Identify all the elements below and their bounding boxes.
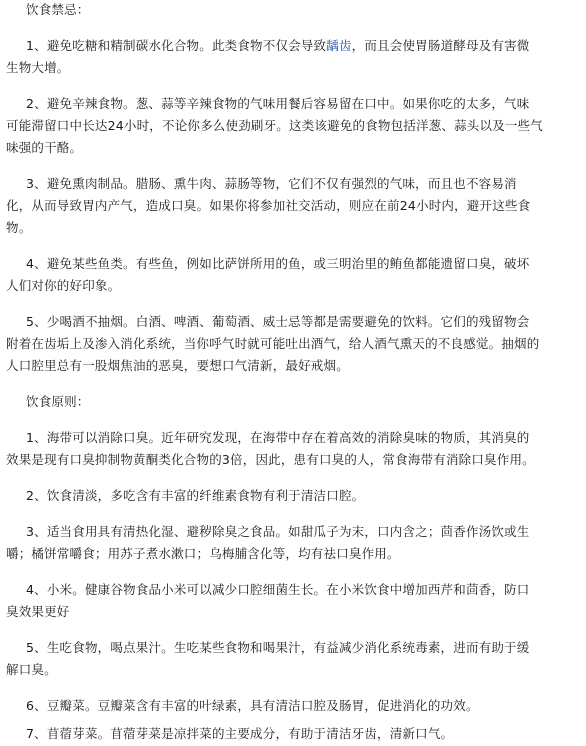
section-heading-diet-taboos: 饮食禁忌： <box>26 2 90 17</box>
taboo-item-5-line-2: 附着在齿垢上及渗入消化系统，当你呼气时就可能吐出酒气，给人酒气熏天的不良感觉。抽烟的 <box>6 336 540 351</box>
principle-item-5-line-1: 5、生吃食物，喝点果汁。生吃某些食物和喝果汁，有益减少消化系统毒素，进而有助于缓 <box>26 640 530 655</box>
principle-item-4-line-1: 4、小米。健康谷物食品小米可以减少口腔细菌生长。在小米饮食中增加西芹和茴香，防口 <box>26 582 530 597</box>
taboo-item-1-line-1 <box>26 38 586 54</box>
principle-item-1-line-1: 1、海带可以消除口臭。近年研究发现，在海带中存在着高效的消除臭味的物质，其消臭的 <box>26 430 530 445</box>
section-heading-diet-principles: 饮食原则： <box>26 394 90 409</box>
principle-item-1-line-2: 效果是现有口臭抑制物黄酮类化合物的3倍，因此，患有口臭的人，常食海带有消除口臭作用。 <box>6 452 535 467</box>
principle-item-7-line-1: 7、苜蓿芽菜。苜蓿芽菜是凉拌菜的主要成分，有助于清洁牙齿，清新口气。 <box>26 726 454 741</box>
taboo-item-1-text-before-link: 1、避免吃糖和精制碳水化合物。此类食物不仅会导致 <box>26 38 327 53</box>
taboo-item-4-line-1: 4、避免某些鱼类。有些鱼，例如比萨饼所用的鱼，或三明治里的鲔鱼都能遗留口臭，破坏 <box>26 256 530 271</box>
taboo-item-5-line-3: 人口腔里总有一股烟焦油的恶臭，要想口气清新，最好戒烟。 <box>6 358 349 373</box>
taboo-item-4-line-2: 人们对你的好印象。 <box>6 278 121 293</box>
taboo-item-1-line-2: 生物大增。 <box>6 60 70 75</box>
principle-item-3-line-1: 3、适当食用具有清热化湿、避秽除臭之食品。如甜瓜子为末，口内含之；茴香作汤饮或生 <box>26 524 530 539</box>
principle-item-3-line-2: 嚼；橘饼常嚼食；用苏子煮水漱口；乌梅脯含化等，均有祛口臭作用。 <box>6 546 400 561</box>
taboo-item-2-line-1: 2、避免辛辣食物。葱、蒜等辛辣食物的气味用餐后容易留在口中。如果你吃的太多，气味 <box>26 96 530 111</box>
taboo-item-3-line-1: 3、避免熏肉制品。腊肠、熏牛肉、蒜肠等物，它们不仅有强烈的气味，而且也不容易消 <box>26 176 517 191</box>
taboo-item-3-line-2: 化，从而导致胃内产气，造成口臭。如果你将参加社交活动，则应在前24小时内，避开这些食 <box>6 198 531 213</box>
dental-caries-link[interactable]: 龋齿 <box>326 38 352 53</box>
principle-item-4-line-2: 臭效果更好 <box>6 604 70 619</box>
taboo-item-5-line-1: 5、少喝酒不抽烟。白酒、啤酒、葡萄酒、威士忌等都是需要避免的饮料。它们的残留物会 <box>26 314 530 329</box>
principle-item-6-line-1: 6、豆瓣菜。豆瓣菜含有丰富的叶绿素，具有清洁口腔及肠胃，促进消化的功效。 <box>26 698 479 713</box>
taboo-item-3-line-3: 物。 <box>6 220 32 235</box>
taboo-item-1-text-after-link: ，而且会使胃肠道酵母及有害微 <box>351 38 530 53</box>
principle-item-2-line-1: 2、饮食清淡，多吃含有丰富的纤维素食物有利于清洁口腔。 <box>26 488 365 503</box>
taboo-item-2-line-2: 可能滞留口中长达24小时，不论你多么使劲刷牙。这类该避免的食物包括洋葱、蒜头以及一些气 <box>6 118 544 133</box>
principle-item-5-line-2: 解口臭。 <box>6 662 57 677</box>
taboo-item-2-line-3: 味强的干酪。 <box>6 140 83 155</box>
